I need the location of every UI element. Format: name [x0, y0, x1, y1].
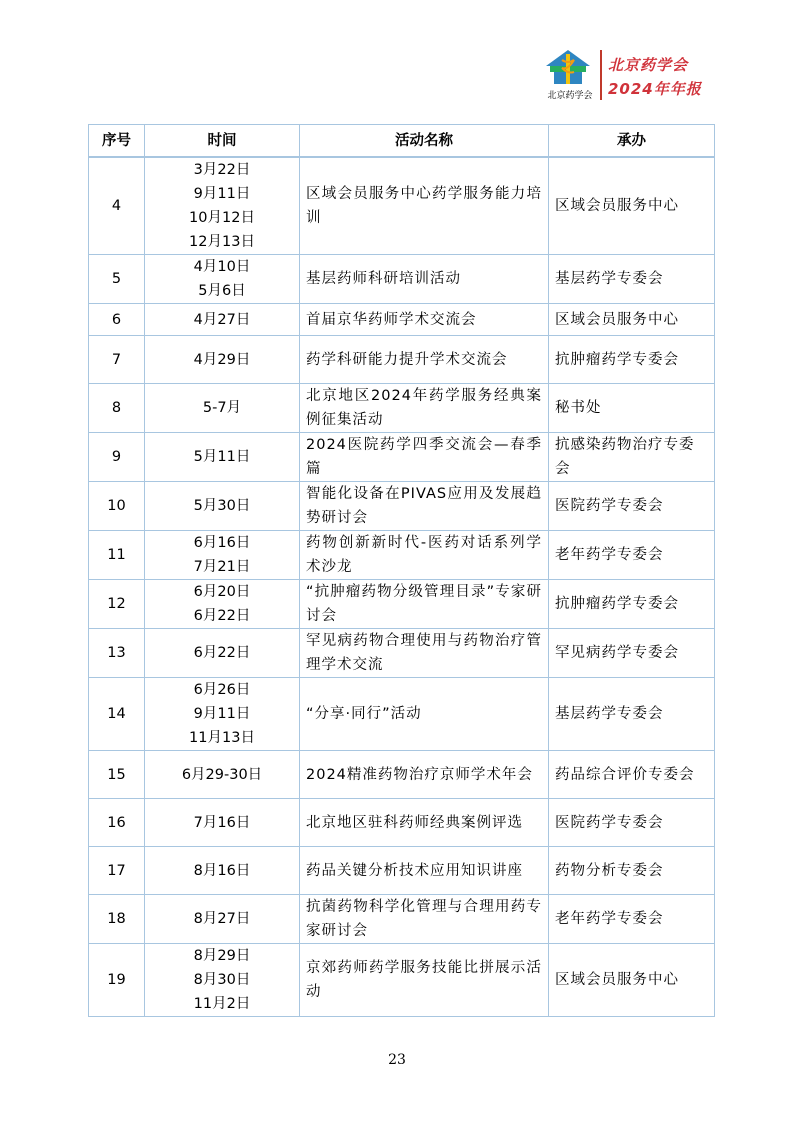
row-number: 11 [89, 531, 145, 580]
table-row [89, 433, 715, 482]
table-row [89, 336, 715, 384]
row-organizer: 秘书处 [549, 384, 715, 433]
row-organizer: 医院药学专委会 [549, 482, 715, 531]
row-time: 6月20日 6月22日 [145, 580, 300, 629]
table-row [89, 751, 715, 799]
row-organizer: 老年药学专委会 [549, 531, 715, 580]
column-header-organizer: 承办 [549, 125, 715, 158]
row-number: 12 [89, 580, 145, 629]
row-activity: 北京地区驻科药师经典案例评选 [300, 799, 549, 847]
table-row [89, 799, 715, 847]
table-row [89, 629, 715, 678]
row-time: 4月10日 5月6日 [145, 255, 300, 304]
table-row [89, 847, 715, 895]
row-time: 6月16日 7月21日 [145, 531, 300, 580]
table-row [89, 944, 715, 1017]
logo-caption: 北京药学会 [547, 91, 593, 101]
row-number: 8 [89, 384, 145, 433]
row-organizer: 罕见病药学专委会 [549, 629, 715, 678]
row-organizer: 区域会员服务中心 [549, 157, 715, 255]
table-row [89, 678, 715, 751]
activities-table [88, 124, 715, 1017]
column-header-number: 序号 [89, 125, 145, 158]
row-activity: 京郊药师药学服务技能比拼展示活动 [300, 944, 549, 1017]
page-header [540, 48, 750, 106]
row-number: 13 [89, 629, 145, 678]
table-row [89, 255, 715, 304]
row-time: 5-7月 [145, 384, 300, 433]
row-time: 5月30日 [145, 482, 300, 531]
report-year-title: 2024年年报 [608, 80, 702, 98]
row-number: 7 [89, 336, 145, 384]
row-activity: 抗菌药物科学化管理与合理用药专家研讨会 [300, 895, 549, 944]
row-organizer: 抗肿瘤药学专委会 [549, 336, 715, 384]
column-header-time: 时间 [145, 125, 300, 158]
row-number: 16 [89, 799, 145, 847]
table-row [89, 531, 715, 580]
row-time: 4月29日 [145, 336, 300, 384]
row-activity: 区域会员服务中心药学服务能力培训 [300, 157, 549, 255]
row-time: 6月26日 9月11日 11月13日 [145, 678, 300, 751]
row-number: 15 [89, 751, 145, 799]
row-organizer: 基层药学专委会 [549, 678, 715, 751]
table-row [89, 482, 715, 531]
row-time: 6月22日 [145, 629, 300, 678]
row-organizer: 区域会员服务中心 [549, 304, 715, 336]
table-header-row [89, 125, 715, 158]
row-activity: 2024精准药物治疗京师学术年会 [300, 751, 549, 799]
row-activity: 2024医院药学四季交流会—春季篇 [300, 433, 549, 482]
row-activity: “抗肿瘤药物分级管理目录”专家研讨会 [300, 580, 549, 629]
row-number: 18 [89, 895, 145, 944]
row-number: 14 [89, 678, 145, 751]
header-divider [600, 50, 602, 100]
row-activity: 罕见病药物合理使用与药物治疗管理学术交流 [300, 629, 549, 678]
row-number: 9 [89, 433, 145, 482]
row-activity: 首届京华药师学术交流会 [300, 304, 549, 336]
row-number: 4 [89, 157, 145, 255]
table-row [89, 384, 715, 433]
table-row [89, 895, 715, 944]
row-activity: “分享·同行”活动 [300, 678, 549, 751]
row-time: 8月27日 [145, 895, 300, 944]
row-number: 5 [89, 255, 145, 304]
row-time: 6月29-30日 [145, 751, 300, 799]
row-organizer: 抗感染药物治疗专委会 [549, 433, 715, 482]
row-activity: 北京地区2024年药学服务经典案例征集活动 [300, 384, 549, 433]
row-organizer: 医院药学专委会 [549, 799, 715, 847]
column-header-activity: 活动名称 [300, 125, 549, 158]
row-number: 6 [89, 304, 145, 336]
row-time: 5月11日 [145, 433, 300, 482]
row-activity: 药品关键分析技术应用知识讲座 [300, 847, 549, 895]
row-organizer: 基层药学专委会 [549, 255, 715, 304]
row-time: 7月16日 [145, 799, 300, 847]
row-time: 8月16日 [145, 847, 300, 895]
row-organizer: 老年药学专委会 [549, 895, 715, 944]
row-activity: 基层药师科研培训活动 [300, 255, 549, 304]
row-time: 3月22日 9月11日 10月12日 12月13日 [145, 157, 300, 255]
row-time: 8月29日 8月30日 11月2日 [145, 944, 300, 1017]
report-org-title: 北京药学会 [608, 56, 689, 74]
row-activity: 智能化设备在PIVAS应用及发展趋势研讨会 [300, 482, 549, 531]
table-row [89, 580, 715, 629]
row-number: 17 [89, 847, 145, 895]
row-organizer: 抗肿瘤药学专委会 [549, 580, 715, 629]
row-organizer: 药物分析专委会 [549, 847, 715, 895]
row-organizer: 区域会员服务中心 [549, 944, 715, 1017]
page-number: 23 [388, 1052, 406, 1068]
row-number: 19 [89, 944, 145, 1017]
row-organizer: 药品综合评价专委会 [549, 751, 715, 799]
row-number: 10 [89, 482, 145, 531]
row-time: 4月27日 [145, 304, 300, 336]
row-activity: 药学科研能力提升学术交流会 [300, 336, 549, 384]
table-row [89, 304, 715, 336]
table-row [89, 157, 715, 255]
row-activity: 药物创新新时代-医药对话系列学术沙龙 [300, 531, 549, 580]
